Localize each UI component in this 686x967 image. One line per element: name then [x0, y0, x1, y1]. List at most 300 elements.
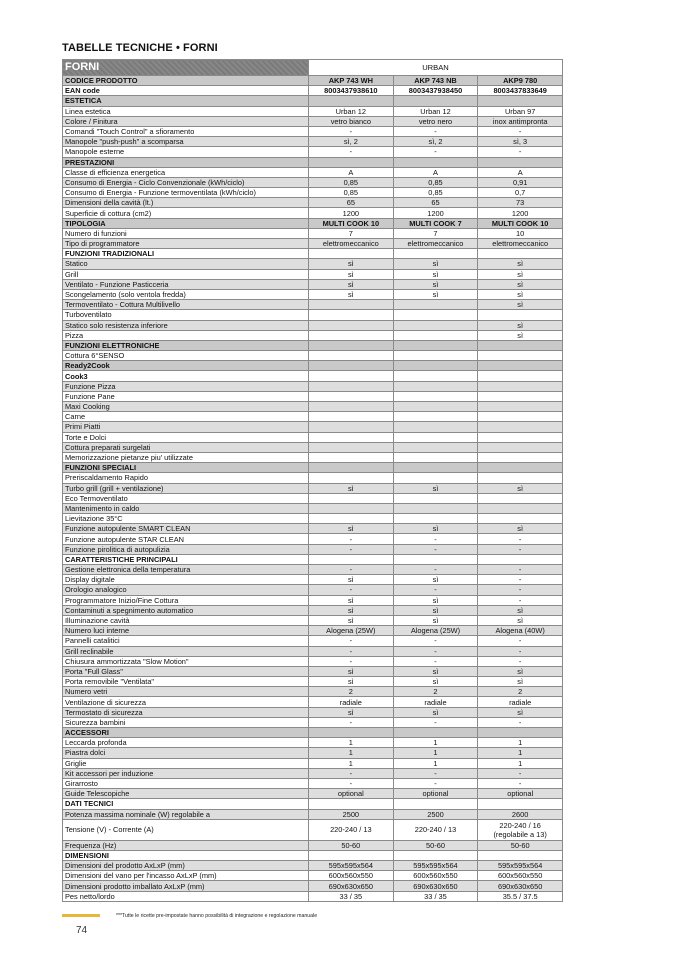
row-value: -: [393, 585, 478, 595]
table-row: [63, 534, 563, 544]
table-row: [63, 381, 563, 391]
row-value: [478, 351, 563, 361]
row-value: [309, 371, 394, 381]
section-row: [63, 249, 563, 259]
row-value: A: [478, 167, 563, 177]
row-value: sì: [478, 615, 563, 625]
row-value: sì: [478, 483, 563, 493]
row-value: elettromeccanico: [393, 239, 478, 249]
page-number: 74: [76, 925, 88, 936]
row-value: [393, 157, 478, 167]
row-value: -: [393, 636, 478, 646]
row-label: Linea estetica: [63, 106, 309, 116]
row-value: -: [393, 656, 478, 666]
table-row: [63, 452, 563, 462]
row-label: Comandi "Touch Control" a sfioramento: [63, 126, 309, 136]
row-value: -: [309, 646, 394, 656]
table-row: [63, 656, 563, 666]
row-label: Chiusura ammortizzata "Slow Motion": [63, 656, 309, 666]
row-label: Cottura preparati surgelati: [63, 442, 309, 452]
row-value: [309, 422, 394, 432]
row-label: Cook3: [63, 371, 309, 381]
row-value: -: [478, 544, 563, 554]
row-value: 50-60: [478, 840, 563, 850]
row-label: Porta "Full Glass": [63, 666, 309, 676]
row-value: [309, 351, 394, 361]
row-label: Dimensioni della cavità (lt.): [63, 198, 309, 208]
row-value: -: [309, 565, 394, 575]
row-value: [309, 850, 394, 860]
table-row: [63, 432, 563, 442]
row-value: sì: [393, 707, 478, 717]
row-value: 0,91: [478, 177, 563, 187]
row-value: sì: [478, 707, 563, 717]
row-value-line: (regolabile a 13): [493, 829, 547, 839]
row-value: [478, 310, 563, 320]
row-label: Illuminazione cavità: [63, 615, 309, 625]
row-value: [393, 412, 478, 422]
row-value: sì: [393, 595, 478, 605]
row-value: 10: [478, 228, 563, 238]
row-value: -: [309, 544, 394, 554]
row-value: AKP9 780: [478, 76, 563, 86]
row-value: 2: [478, 687, 563, 697]
row-value: 220-240 / 13: [309, 819, 394, 840]
row-value: sì: [478, 605, 563, 615]
row-value: [393, 442, 478, 452]
section-row: [63, 554, 563, 564]
section-row: [63, 86, 563, 96]
row-label: Classe di efficienza energetica: [63, 167, 309, 177]
row-value: 8003437938450: [393, 86, 478, 96]
row-label: Termoventilato - Cottura Multilivello: [63, 300, 309, 310]
section-row: [63, 799, 563, 809]
table-row: [63, 717, 563, 727]
row-value: [309, 493, 394, 503]
row-value: sì: [309, 279, 394, 289]
row-value: -: [393, 778, 478, 788]
row-label: Funzione Pizza: [63, 381, 309, 391]
row-value: -: [478, 565, 563, 575]
row-value: -: [393, 126, 478, 136]
row-value: sì: [393, 677, 478, 687]
row-label: Funzione autopulente SMART CLEAN: [63, 524, 309, 534]
row-value: [309, 330, 394, 340]
product-line-header: URBAN: [309, 60, 563, 76]
row-label: Turboventilato: [63, 310, 309, 320]
row-value: 2500: [309, 809, 394, 819]
table-row: [63, 626, 563, 636]
row-value: [309, 340, 394, 350]
row-value: [309, 452, 394, 462]
table-row: [63, 402, 563, 412]
row-value: -: [309, 778, 394, 788]
row-label: Kit accessori per induzione: [63, 768, 309, 778]
row-value: 8003437833649: [478, 86, 563, 96]
row-value: sì: [393, 289, 478, 299]
table-row: [63, 768, 563, 778]
table-row: [63, 351, 563, 361]
row-value: 1200: [309, 208, 394, 218]
row-label: Ventilazione di sicurezza: [63, 697, 309, 707]
row-value: 1: [478, 758, 563, 768]
section-row: [63, 371, 563, 381]
row-value: [478, 402, 563, 412]
row-value: sì: [393, 575, 478, 585]
row-value: -: [478, 534, 563, 544]
row-value: sì: [393, 615, 478, 625]
row-value: -: [393, 147, 478, 157]
row-label: Porta removibile "Ventilata": [63, 677, 309, 687]
row-label: Numero di funzioni: [63, 228, 309, 238]
table-row: [63, 289, 563, 299]
row-label: Primi Piatti: [63, 422, 309, 432]
row-value: Alogena (25W): [393, 626, 478, 636]
row-label: Tipo di programmatore: [63, 239, 309, 249]
row-value: [393, 554, 478, 564]
row-value: sì: [478, 269, 563, 279]
row-value: sì: [478, 279, 563, 289]
row-label: Statico solo resistenza inferiore: [63, 320, 309, 330]
row-value: sì: [309, 575, 394, 585]
row-label: FUNZIONI TRADIZIONALI: [63, 249, 309, 259]
row-label: Griglie: [63, 758, 309, 768]
table-row: [63, 198, 563, 208]
row-label: Termostato di sicurezza: [63, 707, 309, 717]
row-value: -: [393, 646, 478, 656]
row-value: 600x560x550: [478, 871, 563, 881]
row-label: Funzione Pane: [63, 391, 309, 401]
row-label: DATI TECNICI: [63, 799, 309, 809]
row-value: [478, 728, 563, 738]
table-row: [63, 177, 563, 187]
row-value: [478, 503, 563, 513]
section-row: [63, 728, 563, 738]
row-value: [478, 473, 563, 483]
table-row: [63, 473, 563, 483]
row-value: A: [393, 167, 478, 177]
row-value: 8003437938610: [309, 86, 394, 96]
table-row: [63, 789, 563, 799]
row-value: 600x560x550: [393, 871, 478, 881]
row-label: Eco Termoventilato: [63, 493, 309, 503]
row-label: FUNZIONI ELETTRONICHE: [63, 340, 309, 350]
table-row: [63, 147, 563, 157]
row-value: [393, 432, 478, 442]
row-value: 0,85: [309, 188, 394, 198]
row-value: inox antimpronta: [478, 116, 563, 126]
row-value: 73: [478, 198, 563, 208]
table-row: [63, 259, 563, 269]
row-label: Leccarda profonda: [63, 738, 309, 748]
row-value: sì: [393, 279, 478, 289]
row-label: CODICE PRODOTTO: [63, 76, 309, 86]
table-row: [63, 106, 563, 116]
row-value: sì: [309, 259, 394, 269]
row-label: Manopole "push-push" a scomparsa: [63, 137, 309, 147]
row-value: [393, 463, 478, 473]
table-row: [63, 320, 563, 330]
row-value: 2: [309, 687, 394, 697]
row-value: [478, 412, 563, 422]
row-value: [309, 412, 394, 422]
row-value: sì: [393, 259, 478, 269]
row-value: [393, 728, 478, 738]
row-label: Numero luci interne: [63, 626, 309, 636]
table-row: [63, 188, 563, 198]
row-value: 0,85: [393, 188, 478, 198]
row-value: [393, 351, 478, 361]
row-value: 1: [309, 738, 394, 748]
row-value: -: [393, 717, 478, 727]
row-value: [393, 473, 478, 483]
row-value: sì: [393, 483, 478, 493]
section-row: [63, 96, 563, 106]
table-row: [63, 840, 563, 850]
spec-table: [62, 59, 563, 902]
row-value: sì: [478, 524, 563, 534]
row-value: elettromeccanico: [478, 239, 563, 249]
row-value: [309, 473, 394, 483]
row-label: Gestione elettronica della temperatura: [63, 565, 309, 575]
row-value: sì: [309, 524, 394, 534]
row-label: Sicurezza bambini: [63, 717, 309, 727]
row-value: [309, 514, 394, 524]
section-row: [63, 361, 563, 371]
row-value: 1: [393, 748, 478, 758]
row-label: Frequenza (Hz): [63, 840, 309, 850]
row-value: [393, 320, 478, 330]
row-label: TIPOLOGIA: [63, 218, 309, 228]
page-title: TABELLE TECNICHE • FORNI: [62, 42, 218, 54]
row-value: sì: [309, 677, 394, 687]
table-row: [63, 269, 563, 279]
row-value: -: [309, 717, 394, 727]
row-value: 690x630x650: [393, 881, 478, 891]
row-label: Preriscaldamento Rapido: [63, 473, 309, 483]
row-value: AKP 743 WH: [309, 76, 394, 86]
row-value: -: [478, 778, 563, 788]
section-row: [63, 157, 563, 167]
table-row: [63, 208, 563, 218]
row-label: Grill reclinabile: [63, 646, 309, 656]
row-value: [478, 381, 563, 391]
row-value: MULTI COOK 7: [393, 218, 478, 228]
row-label: Colore / Finitura: [63, 116, 309, 126]
row-value: sì, 3: [478, 137, 563, 147]
row-value: 2600: [478, 809, 563, 819]
row-value: -: [309, 636, 394, 646]
row-label: DIMENSIONI: [63, 850, 309, 860]
row-value: [478, 340, 563, 350]
table-row: [63, 697, 563, 707]
row-value: sì: [393, 605, 478, 615]
table-row: [63, 544, 563, 554]
row-label: ESTETICA: [63, 96, 309, 106]
section-row: [63, 463, 563, 473]
row-value: [478, 371, 563, 381]
row-value: [393, 371, 478, 381]
row-value: [393, 340, 478, 350]
row-value: 1: [478, 738, 563, 748]
section-row: [63, 850, 563, 860]
row-value: [478, 157, 563, 167]
footnote: ***Tutte le ricette pre-impostate hanno possibilità di integrazione e regolazione manuale: [116, 913, 318, 919]
row-value: sì: [478, 320, 563, 330]
row-label: ACCESSORI: [63, 728, 309, 738]
row-value: -: [393, 565, 478, 575]
row-value: sì: [309, 666, 394, 676]
row-label: Programmatore Inizio/Fine Cottura: [63, 595, 309, 605]
section-header-forni: FORNI: [63, 60, 309, 76]
table-row: [63, 391, 563, 401]
row-value: Alogena (40W): [478, 626, 563, 636]
row-value: [309, 728, 394, 738]
row-value: [393, 402, 478, 412]
row-value: sì: [478, 677, 563, 687]
row-value: 35.5 / 37.5: [478, 891, 563, 901]
row-value: 7: [393, 228, 478, 238]
row-value: -: [478, 575, 563, 585]
row-value: 33 / 35: [393, 891, 478, 901]
row-value: [393, 361, 478, 371]
row-label: Scongelamento (solo ventola fredda): [63, 289, 309, 299]
row-value: Alogena (25W): [309, 626, 394, 636]
row-value: [393, 503, 478, 513]
table-row: [63, 666, 563, 676]
row-label: Maxi Cooking: [63, 402, 309, 412]
row-value: 33 / 35: [309, 891, 394, 901]
row-value: [478, 249, 563, 259]
row-value: optional: [393, 789, 478, 799]
row-value: 600x560x550: [309, 871, 394, 881]
row-label: Contaminuti a spegnimento automatico: [63, 605, 309, 615]
row-value: [309, 799, 394, 809]
table-row: [63, 514, 563, 524]
row-value: 690x630x650: [309, 881, 394, 891]
row-value: 1: [309, 758, 394, 768]
row-value: -: [478, 646, 563, 656]
footer-accent-rule: [62, 914, 100, 917]
row-label: Orologio analogico: [63, 585, 309, 595]
row-value: -: [478, 126, 563, 136]
row-value: 595x595x564: [309, 861, 394, 871]
row-label: Dimensioni del vano per l'incasso AxLxP (mm): [63, 871, 309, 881]
row-value: [393, 493, 478, 503]
row-value: [309, 503, 394, 513]
row-value: -: [309, 656, 394, 666]
row-value: vetro bianco: [309, 116, 394, 126]
row-value: sì: [309, 483, 394, 493]
row-label: Carne: [63, 412, 309, 422]
row-label: Tensione (V) - Corrente (A): [63, 819, 309, 840]
row-value: 1: [393, 758, 478, 768]
row-value: 50-60: [393, 840, 478, 850]
row-value: sì: [309, 269, 394, 279]
row-label: Ready2Cook: [63, 361, 309, 371]
row-value: [309, 391, 394, 401]
row-value: [393, 310, 478, 320]
row-label: Cottura 6°SENSO: [63, 351, 309, 361]
row-value: A: [309, 167, 394, 177]
row-value: Urban 12: [309, 106, 394, 116]
row-value: sì, 2: [309, 137, 394, 147]
table-row: [63, 493, 563, 503]
row-value: sì, 2: [393, 137, 478, 147]
row-value: [478, 799, 563, 809]
row-value: optional: [309, 789, 394, 799]
table-row: [63, 636, 563, 646]
row-value: -: [478, 147, 563, 157]
row-value: 690x630x650: [478, 881, 563, 891]
table-row: [63, 595, 563, 605]
row-value: [478, 514, 563, 524]
row-value: [309, 249, 394, 259]
row-value: [478, 850, 563, 860]
table-row: [63, 687, 563, 697]
row-label: Torte e Dolci: [63, 432, 309, 442]
row-value: 595x595x564: [478, 861, 563, 871]
row-value: 220-240 / 13: [393, 819, 478, 840]
row-value: 65: [309, 198, 394, 208]
row-value: sì: [309, 289, 394, 299]
row-value: [309, 310, 394, 320]
row-value: [393, 799, 478, 809]
table-row: [63, 605, 563, 615]
row-value: 2: [393, 687, 478, 697]
table-row: [63, 615, 563, 625]
row-value: MULTI COOK 10: [309, 218, 394, 228]
row-label: Consumo di Energia - Funzione termoventilata (kWh/ciclo): [63, 188, 309, 198]
row-value: [393, 300, 478, 310]
row-value: sì: [309, 707, 394, 717]
row-value: [393, 381, 478, 391]
table-row: [63, 819, 563, 840]
table-row: [63, 442, 563, 452]
table-row: [63, 748, 563, 758]
row-value: -: [478, 656, 563, 666]
row-value: sì: [393, 269, 478, 279]
row-value: [309, 320, 394, 330]
table-row: [63, 503, 563, 513]
row-value: [393, 96, 478, 106]
row-label: Pizza: [63, 330, 309, 340]
row-value: -: [309, 585, 394, 595]
row-value: [478, 432, 563, 442]
table-row: [63, 483, 563, 493]
row-value: 50-60: [309, 840, 394, 850]
table-header-row: [63, 60, 563, 76]
row-value: [478, 96, 563, 106]
row-value: [393, 391, 478, 401]
table-row: [63, 881, 563, 891]
row-value: [393, 850, 478, 860]
row-value: [478, 422, 563, 432]
row-value: Urban 97: [478, 106, 563, 116]
row-label: Grill: [63, 269, 309, 279]
row-value: optional: [478, 789, 563, 799]
row-label: Piastra dolci: [63, 748, 309, 758]
table-row: [63, 524, 563, 534]
row-label: Consumo di Energia - Ciclo Convenzionale (kWh/ciclo): [63, 177, 309, 187]
row-value: [309, 554, 394, 564]
row-value: sì: [478, 289, 563, 299]
row-value: radiale: [478, 697, 563, 707]
row-value: [478, 819, 563, 840]
row-value-line: 220-240 / 16: [499, 820, 541, 830]
row-value: sì: [309, 615, 394, 625]
section-row: [63, 218, 563, 228]
